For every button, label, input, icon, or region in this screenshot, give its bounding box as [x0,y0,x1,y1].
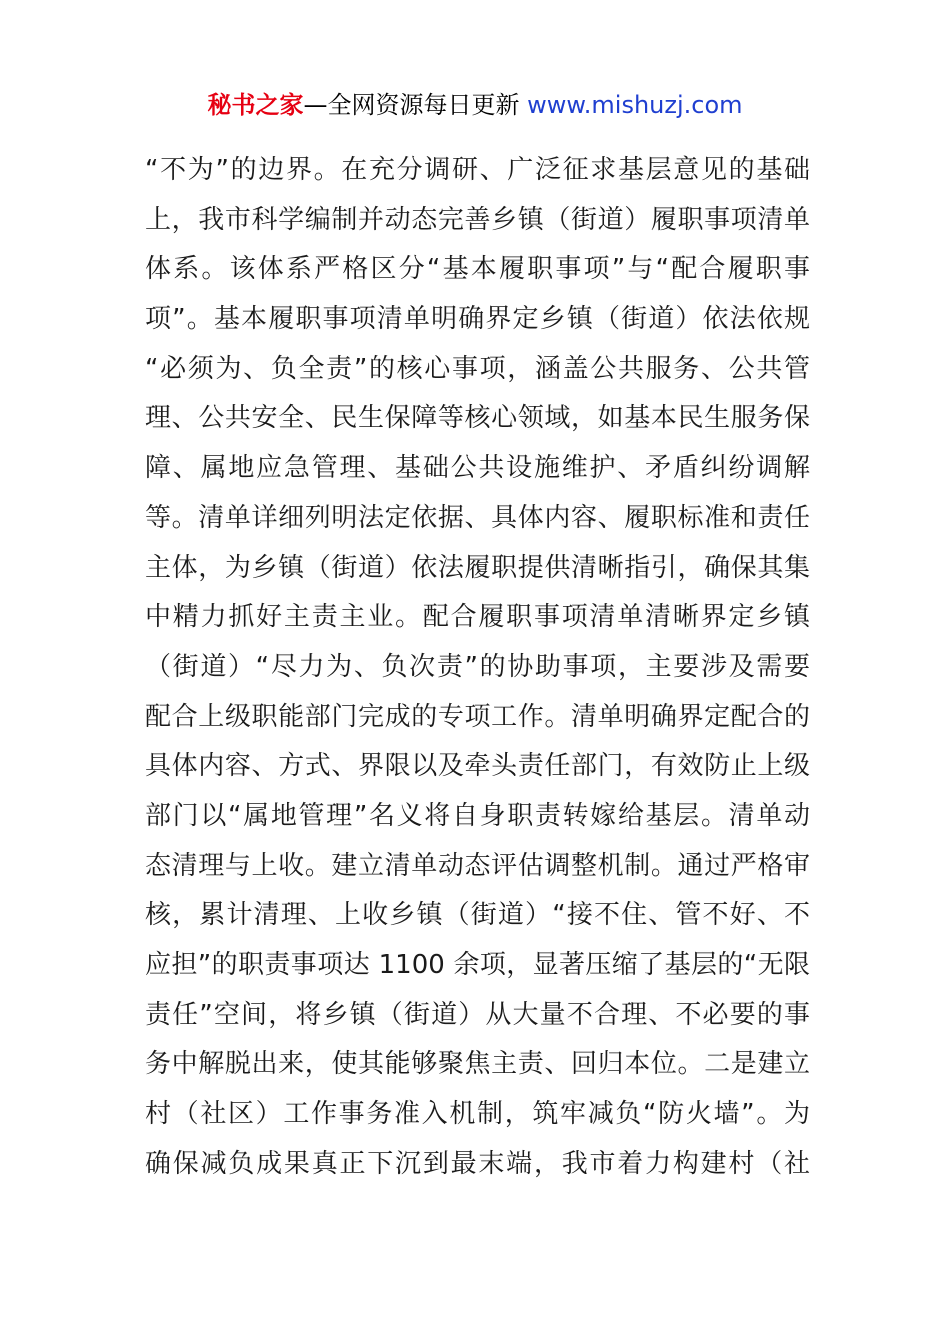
text-line: 主体，为乡镇（街道）依法履职提供清晰指引，确保其集 [145,552,810,583]
text-line: 中精力抓好主责主业。配合履职事项清单清晰界定乡镇 [145,602,810,633]
brand-name: 秘书之家 [207,91,304,119]
text-line: 核，累计清理、上收乡镇（街道）“接不住、管不好、不 [145,900,810,931]
text-line: 应担”的职责事项达 1100 余项，显著压缩了基层的“无限 [145,950,810,980]
text-line: 态清理与上收。建立清单动态评估调整机制。通过严格审 [145,850,810,881]
text-line: 确保减负成果真正下沉到最末端，我市着力构建村（社 [145,1148,810,1179]
text-line: 部门以“属地管理”名义将自身职责转嫁给基层。清单动 [145,800,810,831]
text-line: 障、属地应急管理、基础公共设施维护、矛盾纠纷调解 [145,453,810,484]
website-link[interactable]: www.mishuzj.com [527,91,743,119]
text-line: 配合上级职能部门完成的专项工作。清单明确界定配合的 [145,701,810,732]
text-line: 项”。基本履职事项清单明确界定乡镇（街道）依法依规 [145,304,810,335]
document-body [145,146,810,1189]
text-line: 具体内容、方式、界限以及牵头责任部门，有效防止上级 [145,751,810,782]
header-tagline: —全网资源每日更新 [303,91,528,119]
text-line: 村（社区）工作事务准入机制，筑牢减负“防火墙”。为 [145,1099,810,1130]
text-line: 务中解脱出来，使其能够聚焦主责、回归本位。二是建立 [145,1049,810,1080]
text-line: 责任”空间，将乡镇（街道）从大量不合理、不必要的事 [145,999,810,1030]
page-header [0,88,950,122]
text-line: “不为”的边界。在充分调研、广泛征求基层意见的基础 [145,155,810,185]
text-line: 理、公共安全、民生保障等核心领域，如基本民生服务保 [145,403,810,434]
text-line: 等。清单详细列明法定依据、具体内容、履职标准和责任 [145,502,810,533]
text-line: 上，我市科学编制并动态完善乡镇（街道）履职事项清单 [145,204,810,235]
text-line: “必须为、负全责”的核心事项，涵盖公共服务、公共管 [145,353,810,384]
text-line: （街道）“尽力为、负次责”的协助事项，主要涉及需要 [145,651,810,682]
text-line: 体系。该体系严格区分“基本履职事项”与“配合履职事 [145,254,810,285]
